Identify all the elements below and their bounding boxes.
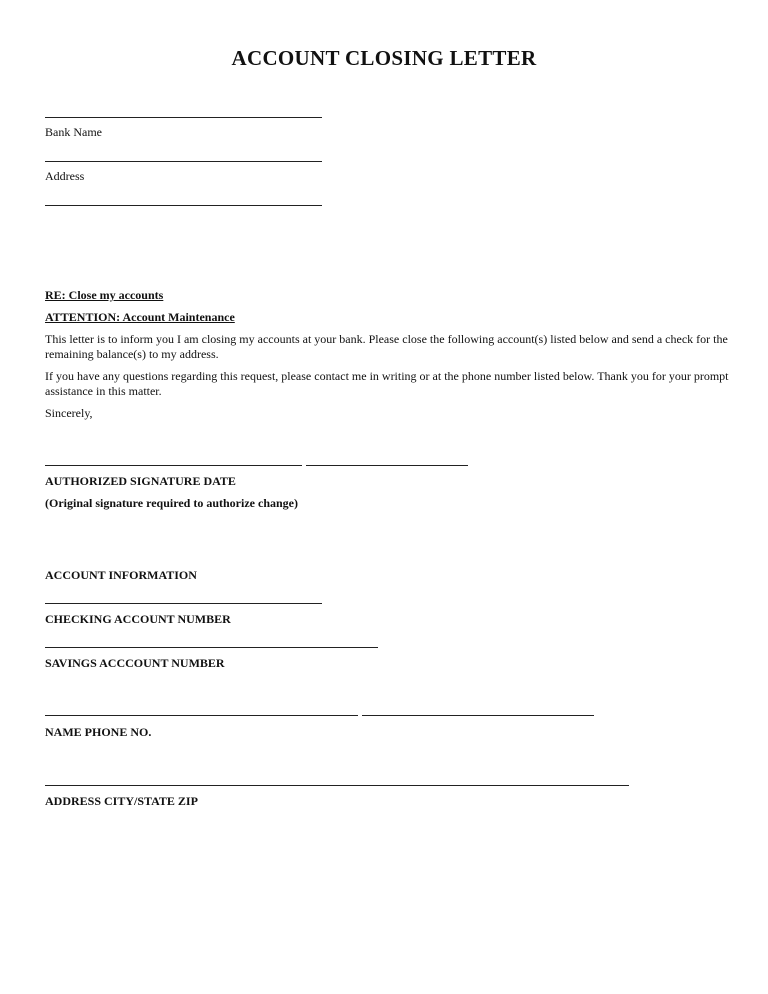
bank-name-label: Bank Name	[45, 125, 102, 139]
body-paragraph-1: This letter is to inform you I am closing my accounts at your bank. Please close the following account(s) listed below and send a check for the remaining balance(s) to my address.	[45, 332, 728, 361]
blank-line-bank-name	[45, 161, 322, 162]
page-title: ACCOUNT CLOSING LETTER	[231, 46, 537, 70]
signature-label: AUTHORIZED SIGNATURE DATE	[45, 474, 236, 488]
address-label: Address	[45, 169, 85, 183]
name-phone-label: NAME PHONE NO.	[45, 725, 152, 739]
blank-line-address	[45, 205, 322, 206]
re-line: RE: Close my accounts	[45, 288, 164, 302]
address-city-label: ADDRESS CITY/STATE ZIP	[45, 794, 198, 808]
closing-text: Sincerely,	[45, 406, 93, 420]
blank-line-recipient	[45, 117, 322, 118]
name-line	[45, 715, 358, 716]
savings-account-label: SAVINGS ACCCOUNT NUMBER	[45, 656, 225, 670]
body-paragraph-2: If you have any questions regarding this request, please contact me in writing or at the phone number listed below. Thank you for your prompt assistance in this matter.	[45, 369, 729, 398]
phone-line	[362, 715, 594, 716]
account-info-heading: ACCOUNT INFORMATION	[45, 568, 197, 582]
signature-note: (Original signature required to authorize change)	[45, 496, 298, 510]
signature-line	[45, 465, 302, 466]
checking-account-label: CHECKING ACCOUNT NUMBER	[45, 612, 231, 626]
attention-line: ATTENTION: Account Maintenance	[45, 310, 235, 324]
checking-account-line	[45, 603, 322, 604]
address-city-line	[45, 785, 629, 786]
savings-account-line	[45, 647, 378, 648]
date-line	[306, 465, 468, 466]
